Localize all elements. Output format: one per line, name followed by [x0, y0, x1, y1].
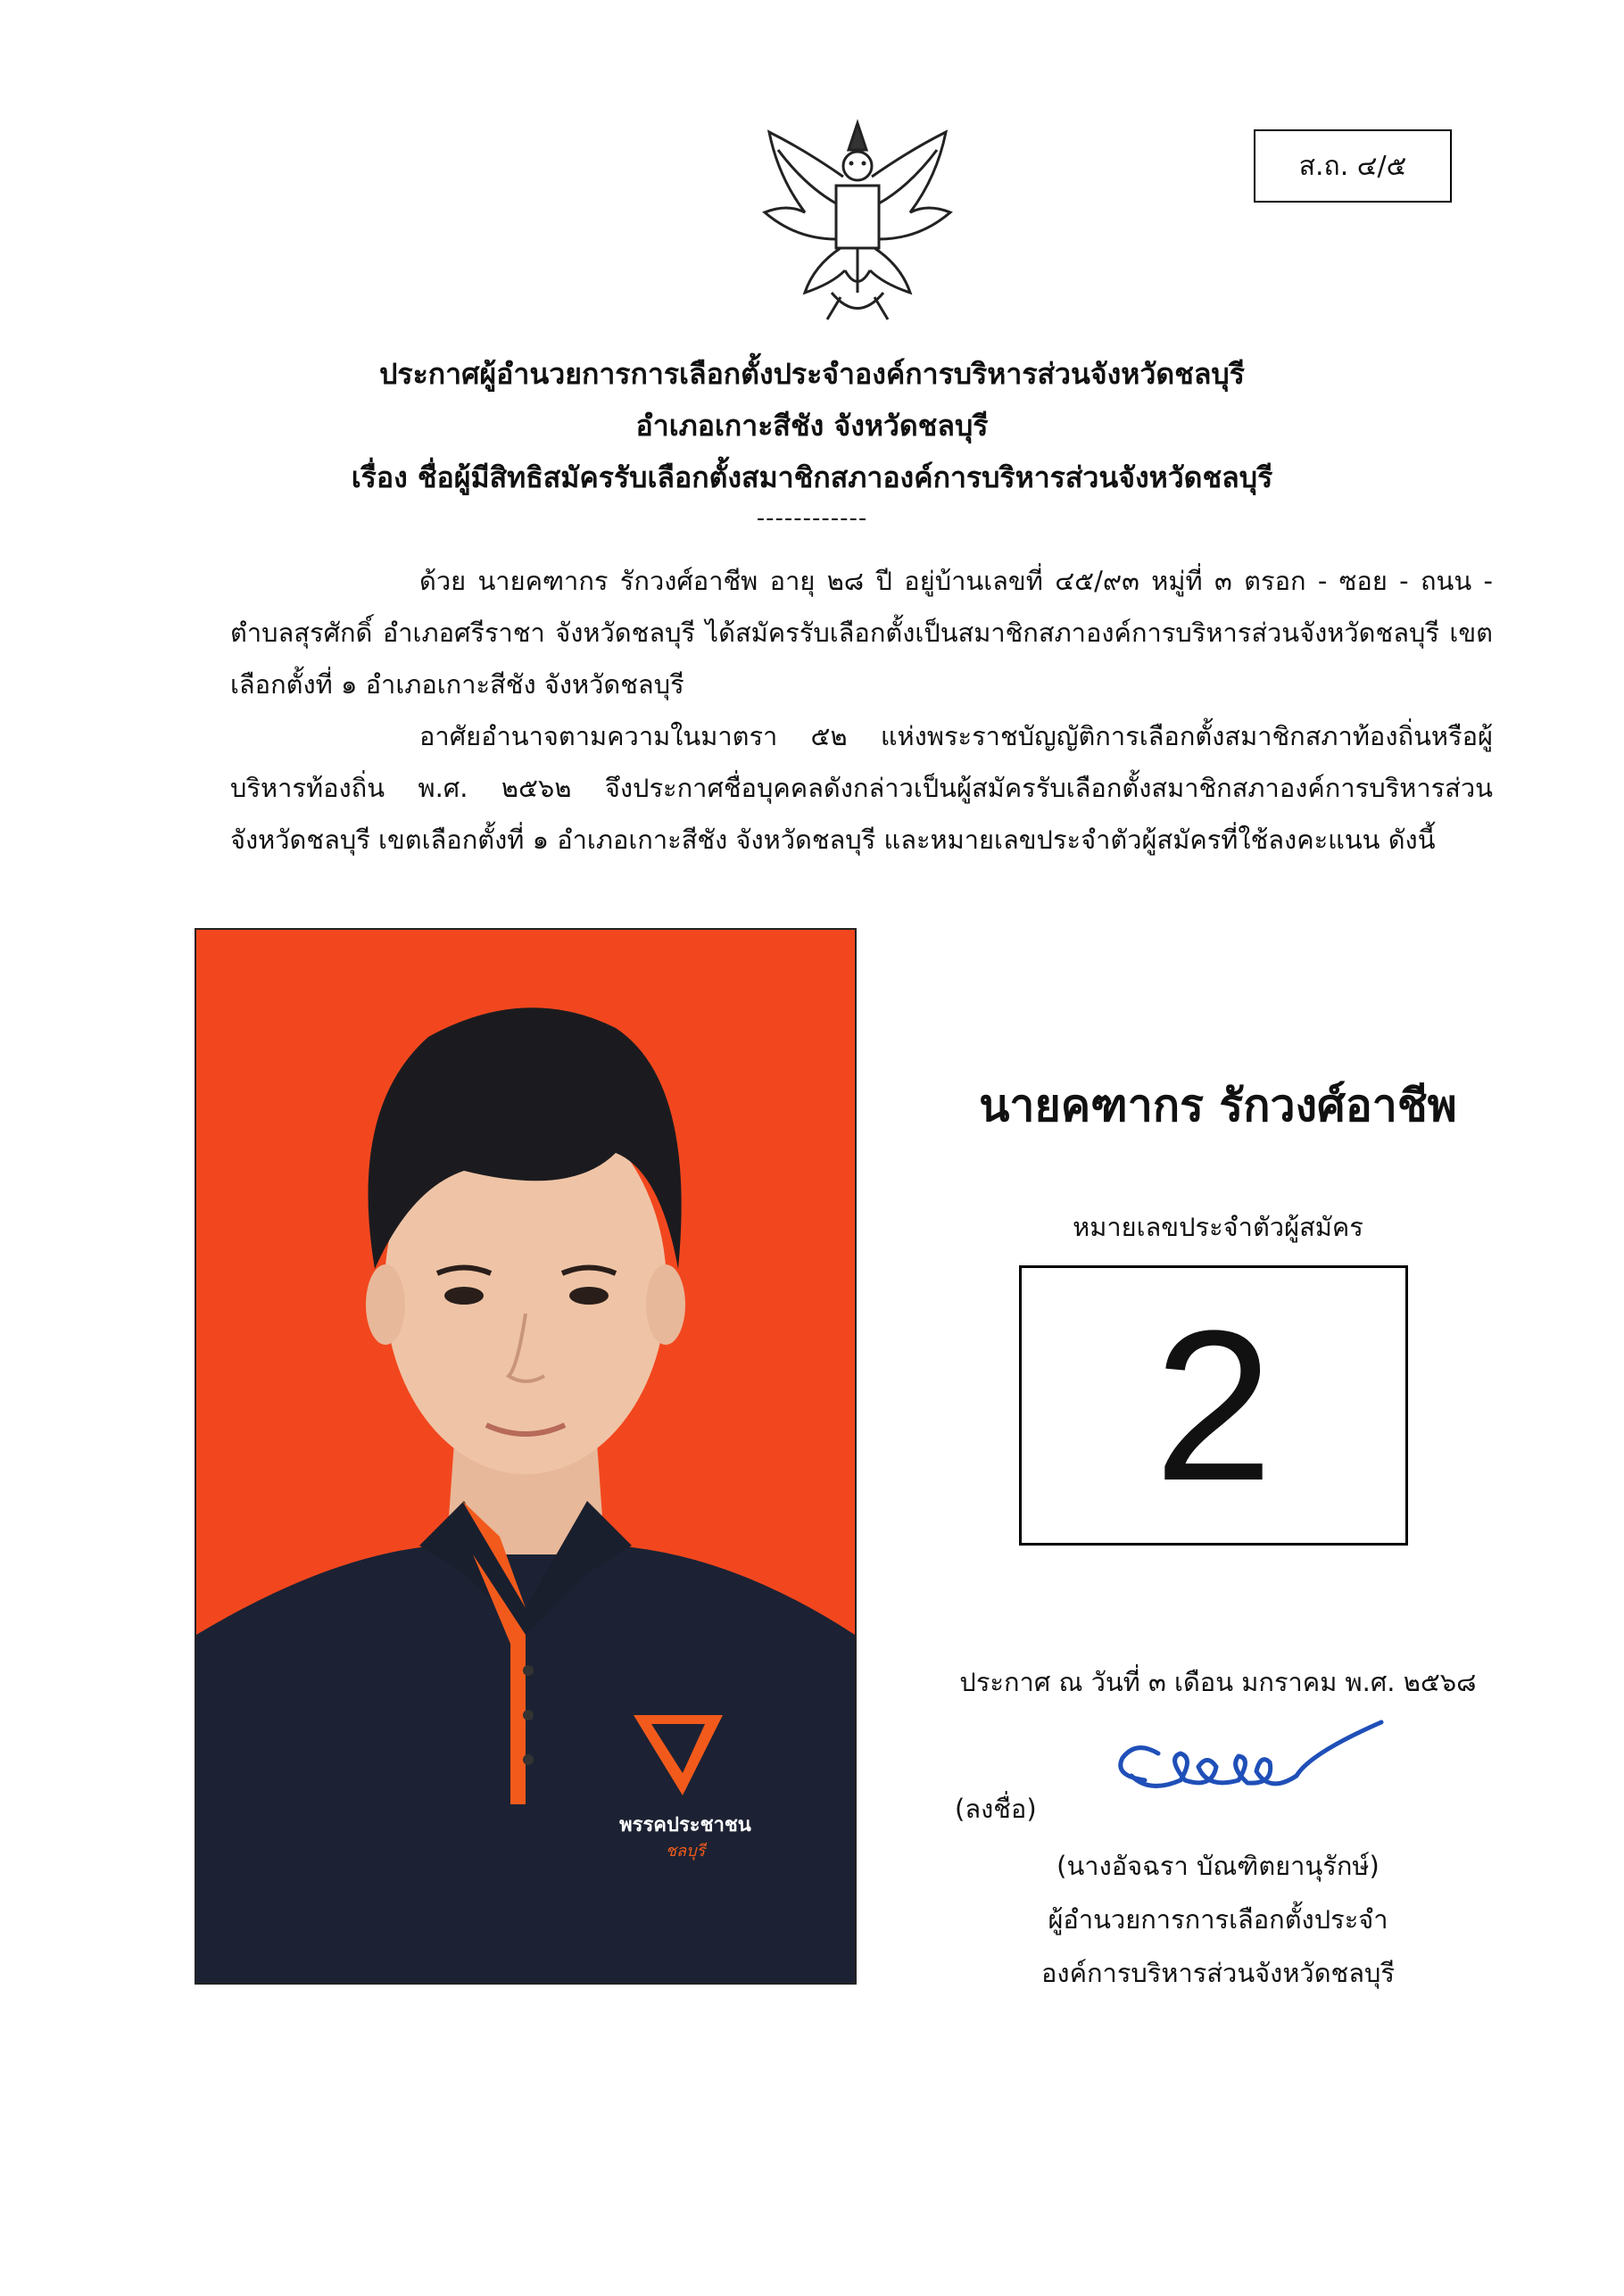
candidate-number: 2: [1154, 1286, 1273, 1525]
signature-icon: [1096, 1704, 1390, 1820]
form-code: ส.ถ. ๔/๕: [1298, 150, 1407, 182]
signer-title-2: องค์การบริหารส่วนจังหวัดชลบุรี: [1041, 1958, 1395, 1988]
body-paragraph-1: [230, 555, 1493, 710]
body-paragraph-2: [230, 710, 1493, 866]
header-separator: ------------: [756, 505, 868, 532]
signer-title-1: ผู้อำนวยการการเลือกตั้งประจำ: [1048, 1904, 1388, 1935]
candidate-number-label: หมายเลขประจำตัวผู้สมัคร: [1073, 1212, 1363, 1242]
signed-label: (ลงชื่อ): [955, 1794, 1037, 1824]
candidate-name: นายคฑากร รักวงศ์อาชีพ: [979, 1080, 1457, 1131]
shirt-province-text: ชลบุรี: [665, 1842, 706, 1861]
header-subtitle: อำเภอเกาะสีชัง จังหวัดชลบุรี: [635, 409, 989, 443]
header-title: ประกาศผู้อำนวยการการเลือกตั้งประจำองค์การบริหารส่วนจังหวัดชลบุรี: [379, 357, 1245, 391]
shirt-party-text: พรรคประชาชน: [619, 1814, 751, 1836]
body-paragraph-1-text: ด้วย นายคฑากร รักวงศ์อาชีพ อายุ ๒๘ ปี อยู่บ้านเลขที่ ๔๕/๙๓ หมู่ที่ ๓ ตรอก - ซอย - ถนน - ตำบลสุรศักดิ์ อำเภอศรีราชา จังหวัดชลบุรี ได้สมัครรับเลือกตั้งเป็นสมาชิกสภาองค์การบริหารส่วนจังหวัดชลบุรี เขตเลือกตั้งที่ ๑ อำเภอเกาะสีชัง จังหวัดชลบุรี: [230, 566, 1493, 700]
candidate-photo: [195, 928, 857, 1985]
header-subject: เรื่อง ชื่อผู้มีสิทธิสมัครรับเลือกตั้งสมาชิกสภาองค์การบริหารส่วนจังหวัดชลบุรี: [351, 460, 1273, 494]
form-code-box: [1254, 129, 1452, 203]
candidate-number-box: [1019, 1265, 1408, 1546]
garuda-emblem-icon: [751, 114, 964, 328]
announcement-date: ประกาศ ณ วันที่ ๓ เดือน มกราคม พ.ศ. ๒๕๖๘: [959, 1667, 1477, 1697]
body-paragraph-2-text: อาศัยอำนาจตามความในมาตรา ๕๒ แห่งพระราชบัญญัติการเลือกตั้งสมาชิกสภาท้องถิ่นหรือผู้บริหารท้องถิ่น พ.ศ. ๒๕๖๒ จึงประกาศชื่อบุคคลดังกล่าวเป็นผู้สมัครรับเลือกตั้งสมาชิกสภาองค์การบริหารส่วนจังหวัดชลบุรี เขตเลือกตั้งที่ ๑ อำเภอเกาะสีชัง จังหวัดชลบุรี และหมายเลขประจำตัวผู้สมัครที่ใช้ลงคะแนน ดังนี้: [230, 721, 1493, 855]
signer-name: (นางอัจฉรา บัณฑิตยานุรักษ์): [1056, 1851, 1380, 1881]
